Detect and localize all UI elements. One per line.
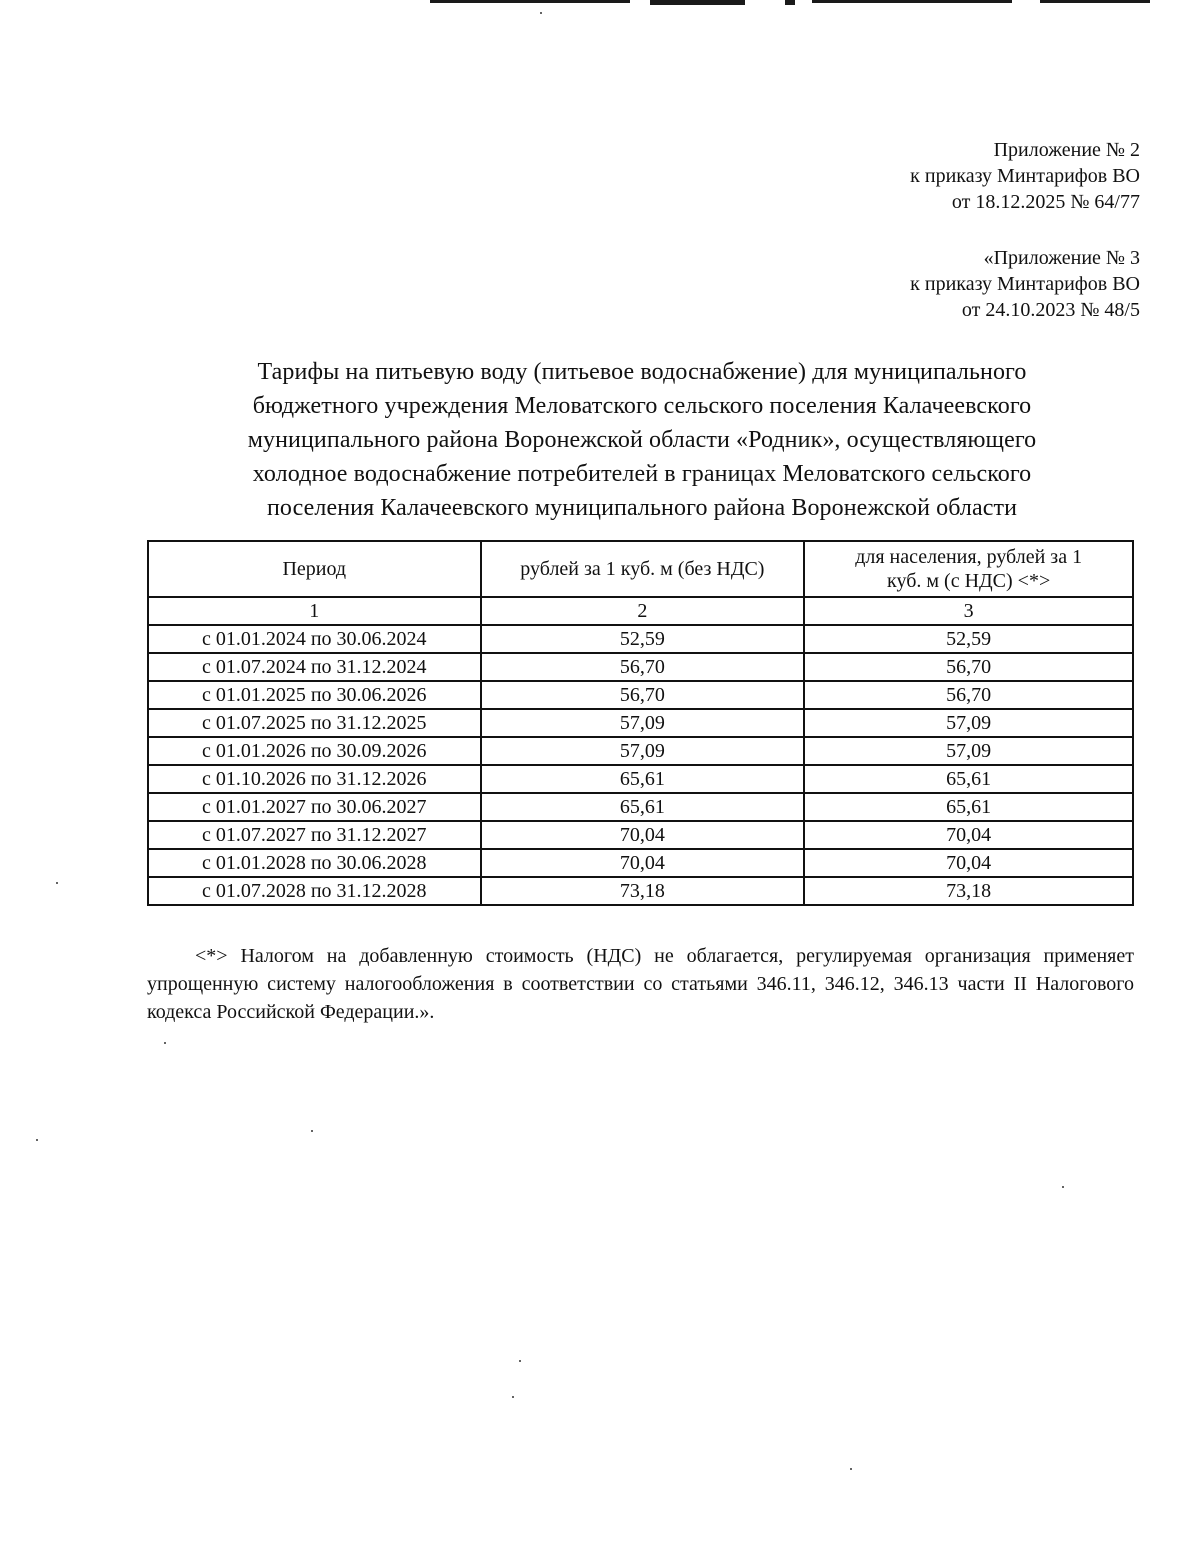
header-line: для населения, рублей за 1 [855, 546, 1083, 568]
population-price-cell: 56,70 [804, 681, 1133, 709]
price-cell: 57,09 [481, 709, 805, 737]
price-cell: 57,09 [481, 737, 805, 765]
appendix-order-ref: к приказу Минтарифов ВО [910, 165, 1140, 187]
title-line: бюджетного учреждения Меловатского сельского поселения Калачеевского [252, 393, 1032, 419]
table-row [148, 849, 1133, 877]
price-cell: 65,61 [481, 765, 805, 793]
scan-mark [785, 0, 795, 5]
table-row [148, 625, 1133, 653]
population-price-cell: 65,61 [804, 765, 1133, 793]
document-title [150, 355, 1134, 525]
period-cell: с 01.10.2026 по 31.12.2026 [148, 765, 481, 793]
appendix-header-amended [910, 245, 1140, 323]
price-cell: 70,04 [481, 849, 805, 877]
scan-speck [1062, 1186, 1064, 1188]
column-number: 2 [481, 597, 805, 625]
title-line: Тарифы на питьевую воду (питьевое водоснабжение) для муниципального [257, 359, 1027, 385]
tariff-table [147, 540, 1134, 906]
scan-speck [512, 1396, 514, 1398]
scan-mark [650, 0, 745, 5]
population-price-cell: 52,59 [804, 625, 1133, 653]
population-price-cell: 57,09 [804, 709, 1133, 737]
price-cell: 65,61 [481, 793, 805, 821]
period-cell: с 01.01.2026 по 30.09.2026 [148, 737, 481, 765]
population-price-cell: 65,61 [804, 793, 1133, 821]
period-cell: с 01.07.2027 по 31.12.2027 [148, 821, 481, 849]
price-cell: 73,18 [481, 877, 805, 905]
table-row [148, 681, 1133, 709]
table-row [148, 737, 1133, 765]
scan-speck [540, 12, 542, 14]
appendix-number: Приложение № 2 [993, 139, 1140, 161]
period-cell: с 01.01.2024 по 30.06.2024 [148, 625, 481, 653]
scan-top-edge-marks [0, 0, 1200, 8]
appendix-order-ref: к приказу Минтарифов ВО [910, 273, 1140, 295]
header-line: куб. м (с НДС) <*> [887, 570, 1051, 592]
scan-mark [430, 0, 630, 3]
period-cell: с 01.01.2027 по 30.06.2027 [148, 793, 481, 821]
appendix-number: «Приложение № 3 [983, 247, 1140, 269]
scan-speck [850, 1468, 852, 1470]
appendix-header-current [910, 137, 1140, 215]
table-row [148, 709, 1133, 737]
column-number: 1 [148, 597, 481, 625]
table-row [148, 877, 1133, 905]
table-row [148, 821, 1133, 849]
period-cell: с 01.07.2028 по 31.12.2028 [148, 877, 481, 905]
population-price-cell: 56,70 [804, 653, 1133, 681]
price-cell: 70,04 [481, 821, 805, 849]
table-row [148, 765, 1133, 793]
header-price-no-vat: рублей за 1 куб. м (без НДС) [481, 541, 805, 597]
population-price-cell: 70,04 [804, 849, 1133, 877]
table-row [148, 653, 1133, 681]
title-line: холодное водоснабжение потребителей в границах Меловатского сельского [252, 461, 1032, 487]
scan-speck [36, 1139, 38, 1141]
period-cell: с 01.07.2025 по 31.12.2025 [148, 709, 481, 737]
population-price-cell: 57,09 [804, 737, 1133, 765]
period-cell: с 01.07.2024 по 31.12.2024 [148, 653, 481, 681]
population-price-cell: 70,04 [804, 821, 1133, 849]
period-cell: с 01.01.2028 по 30.06.2028 [148, 849, 481, 877]
scan-speck [56, 882, 58, 884]
header-price-population [804, 541, 1133, 597]
header-period: Период [148, 541, 481, 597]
column-number-row [148, 597, 1133, 625]
table-row [148, 793, 1133, 821]
scan-speck [519, 1360, 521, 1362]
population-price-cell: 73,18 [804, 877, 1133, 905]
scan-mark [1040, 0, 1150, 3]
scan-mark [812, 0, 1012, 3]
scan-speck [164, 1042, 166, 1044]
price-cell: 56,70 [481, 653, 805, 681]
column-number: 3 [804, 597, 1133, 625]
price-cell: 56,70 [481, 681, 805, 709]
title-line: поселения Калачеевского муниципального района Воронежской области [266, 495, 1018, 521]
title-line: муниципального района Воронежской области «Родник», осуществляющего [247, 427, 1037, 453]
table-header-row [148, 541, 1133, 597]
appendix-order-date: от 24.10.2023 № 48/5 [961, 299, 1140, 321]
period-cell: с 01.01.2025 по 30.06.2026 [148, 681, 481, 709]
scan-speck [311, 1130, 313, 1132]
price-cell: 52,59 [481, 625, 805, 653]
appendix-order-date: от 18.12.2025 № 64/77 [951, 191, 1140, 213]
vat-footnote: <*> Налогом на добавленную стоимость (НДС) не облагается, регулируемая организация применяет упрощенную систему налогообложения в соответствии со статьями 346.11, 346.12, 346.13 части II Налогового кодекса Российской Федерации.». [147, 945, 1134, 1023]
